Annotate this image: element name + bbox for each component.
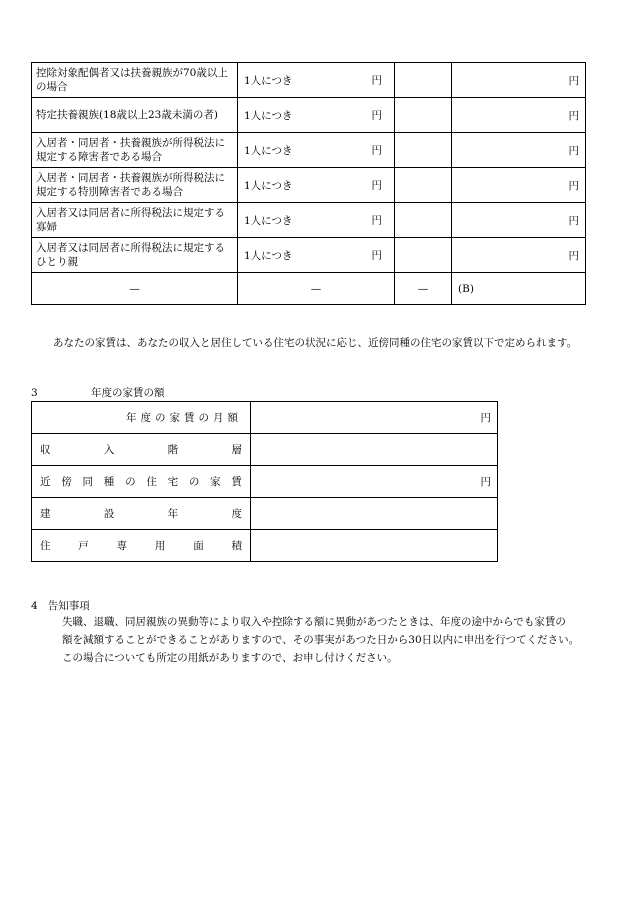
rent-label-floor-area (32, 530, 251, 562)
rent-row-monthly (32, 402, 498, 434)
label-char: 住 (146, 476, 157, 488)
label-char: 専 (116, 540, 128, 552)
rent-row-floor-area (32, 530, 498, 562)
rent-row-income-class (32, 434, 498, 466)
per-person-text: 1人につき (244, 179, 293, 192)
deduction-per-person (238, 203, 395, 238)
rent-label-income-class (32, 434, 251, 466)
deduction-row (32, 63, 586, 98)
deduction-count (395, 98, 452, 133)
deduction-count (395, 203, 452, 238)
yen-unit: 円 (371, 249, 382, 262)
label-char: 設 (103, 508, 115, 520)
deduction-per-person (238, 133, 395, 168)
deduction-per-person (238, 98, 395, 133)
rent-value-nearby-rent: 円 (251, 466, 498, 498)
per-person-text: 1人につき (244, 144, 293, 157)
label-char: 賃 (231, 476, 242, 488)
deduction-label: 特定扶養親族(18歳以上23歳未満の者) (32, 98, 238, 133)
deduction-row (32, 98, 586, 133)
deduction-count (395, 63, 452, 98)
section4-number: 4 (31, 600, 38, 612)
yen-unit: 円 (371, 144, 382, 157)
rent-row-construction-year (32, 498, 498, 530)
label-char: 家 (210, 476, 221, 488)
rent-value-construction-year (251, 498, 498, 530)
deduction-label: 控除対象配偶者又は扶養親族が70歳以上の場合 (32, 63, 238, 98)
label-char: 面 (193, 540, 204, 552)
deduction-table-body (32, 63, 586, 305)
label-char: 用 (154, 540, 166, 552)
label-char: 宅 (167, 476, 179, 488)
section3-heading (31, 385, 165, 400)
yen-unit: 円 (371, 74, 382, 87)
label-char: 住 (40, 540, 51, 552)
yen-unit: 円 (371, 179, 382, 192)
per-person-text: 1人につき (244, 214, 293, 227)
deduction-row (32, 168, 586, 203)
label-char: の (188, 476, 200, 488)
notice-line: 額を減額することができることがありますので、その事実があつた日から30日以内に申出を行つてください。 (62, 634, 580, 646)
deduction-table (31, 62, 586, 305)
rent-label-construction-year (32, 498, 251, 530)
deduction-label: 入居者又は同居者に所得税法に規定するひとり親 (32, 238, 238, 273)
rent-explanation: あなたの家賃は、あなたの収入と居住している住宅の状況に応じ、近傍同種の住宅の家賃以下で定められます。 (53, 337, 578, 349)
label-char: 度 (231, 508, 242, 520)
yen-unit: 円 (371, 109, 382, 122)
rent-value-monthly: 円 (251, 402, 498, 434)
deduction-row (32, 133, 586, 168)
section3-title: 年度の家賃の額 (91, 387, 165, 399)
label-char: 層 (231, 444, 242, 456)
section3-number: 3 (31, 387, 38, 399)
total-dash-2: — (238, 273, 395, 305)
label-char: 傍 (61, 476, 72, 488)
notice-line: 失職、退職、同居親族の異動等により収入や控除する額に異動があつたときは、年度の途中からでも家賃の (62, 616, 566, 628)
label-char: 戸 (78, 540, 89, 552)
per-person-text: 1人につき (244, 74, 293, 87)
section4-heading (31, 598, 90, 613)
label-char: 近 (40, 476, 51, 488)
deduction-per-person (238, 168, 395, 203)
total-dash-1: — (32, 273, 238, 305)
deduction-row (32, 203, 586, 238)
rent-label-monthly: 年度の家賃の月額 (32, 402, 251, 434)
rent-value-income-class (251, 434, 498, 466)
total-dash-3: — (395, 273, 452, 305)
deduction-total-row (32, 273, 586, 305)
yen-unit: 円 (371, 214, 382, 227)
label-char: の (125, 476, 136, 488)
rent-table (31, 401, 498, 562)
deduction-amount: 円 (452, 98, 586, 133)
notice-text (62, 613, 612, 667)
deduction-label: 入居者又は同居者に所得税法に規定する寡婦 (32, 203, 238, 238)
deduction-count (395, 168, 452, 203)
rent-label-nearby-rent (32, 466, 251, 498)
deduction-per-person (238, 63, 395, 98)
label-char: 階 (167, 444, 179, 456)
deduction-count (395, 133, 452, 168)
label-char: 同 (82, 476, 94, 488)
deduction-amount: 円 (452, 203, 586, 238)
deduction-amount: 円 (452, 133, 586, 168)
label-char: 種 (103, 476, 115, 488)
deduction-amount: 円 (452, 238, 586, 273)
deduction-row (32, 238, 586, 273)
rent-row-nearby-rent (32, 466, 498, 498)
deduction-count (395, 238, 452, 273)
per-person-text: 1人につき (244, 249, 293, 262)
label-char: 入 (103, 444, 115, 456)
per-person-text: 1人につき (244, 109, 293, 122)
label-char: 積 (231, 540, 242, 552)
total-b-mark: (B) (452, 273, 586, 305)
notice-line: この場合についても所定の用紙がありますので、お申し付けください。 (62, 652, 398, 664)
section4-title: 告知事項 (47, 600, 90, 612)
deduction-label: 入居者・同居者・扶養親族が所得税法に規定する障害者である場合 (32, 133, 238, 168)
deduction-amount: 円 (452, 63, 586, 98)
deduction-per-person (238, 238, 395, 273)
rent-value-floor-area (251, 530, 498, 562)
deduction-amount: 円 (452, 168, 586, 203)
deduction-label: 入居者・同居者・扶養親族が所得税法に規定する特別障害者である場合 (32, 168, 238, 203)
label-char: 収 (40, 444, 51, 456)
label-char: 建 (40, 508, 51, 520)
label-char: 年 (167, 508, 179, 520)
